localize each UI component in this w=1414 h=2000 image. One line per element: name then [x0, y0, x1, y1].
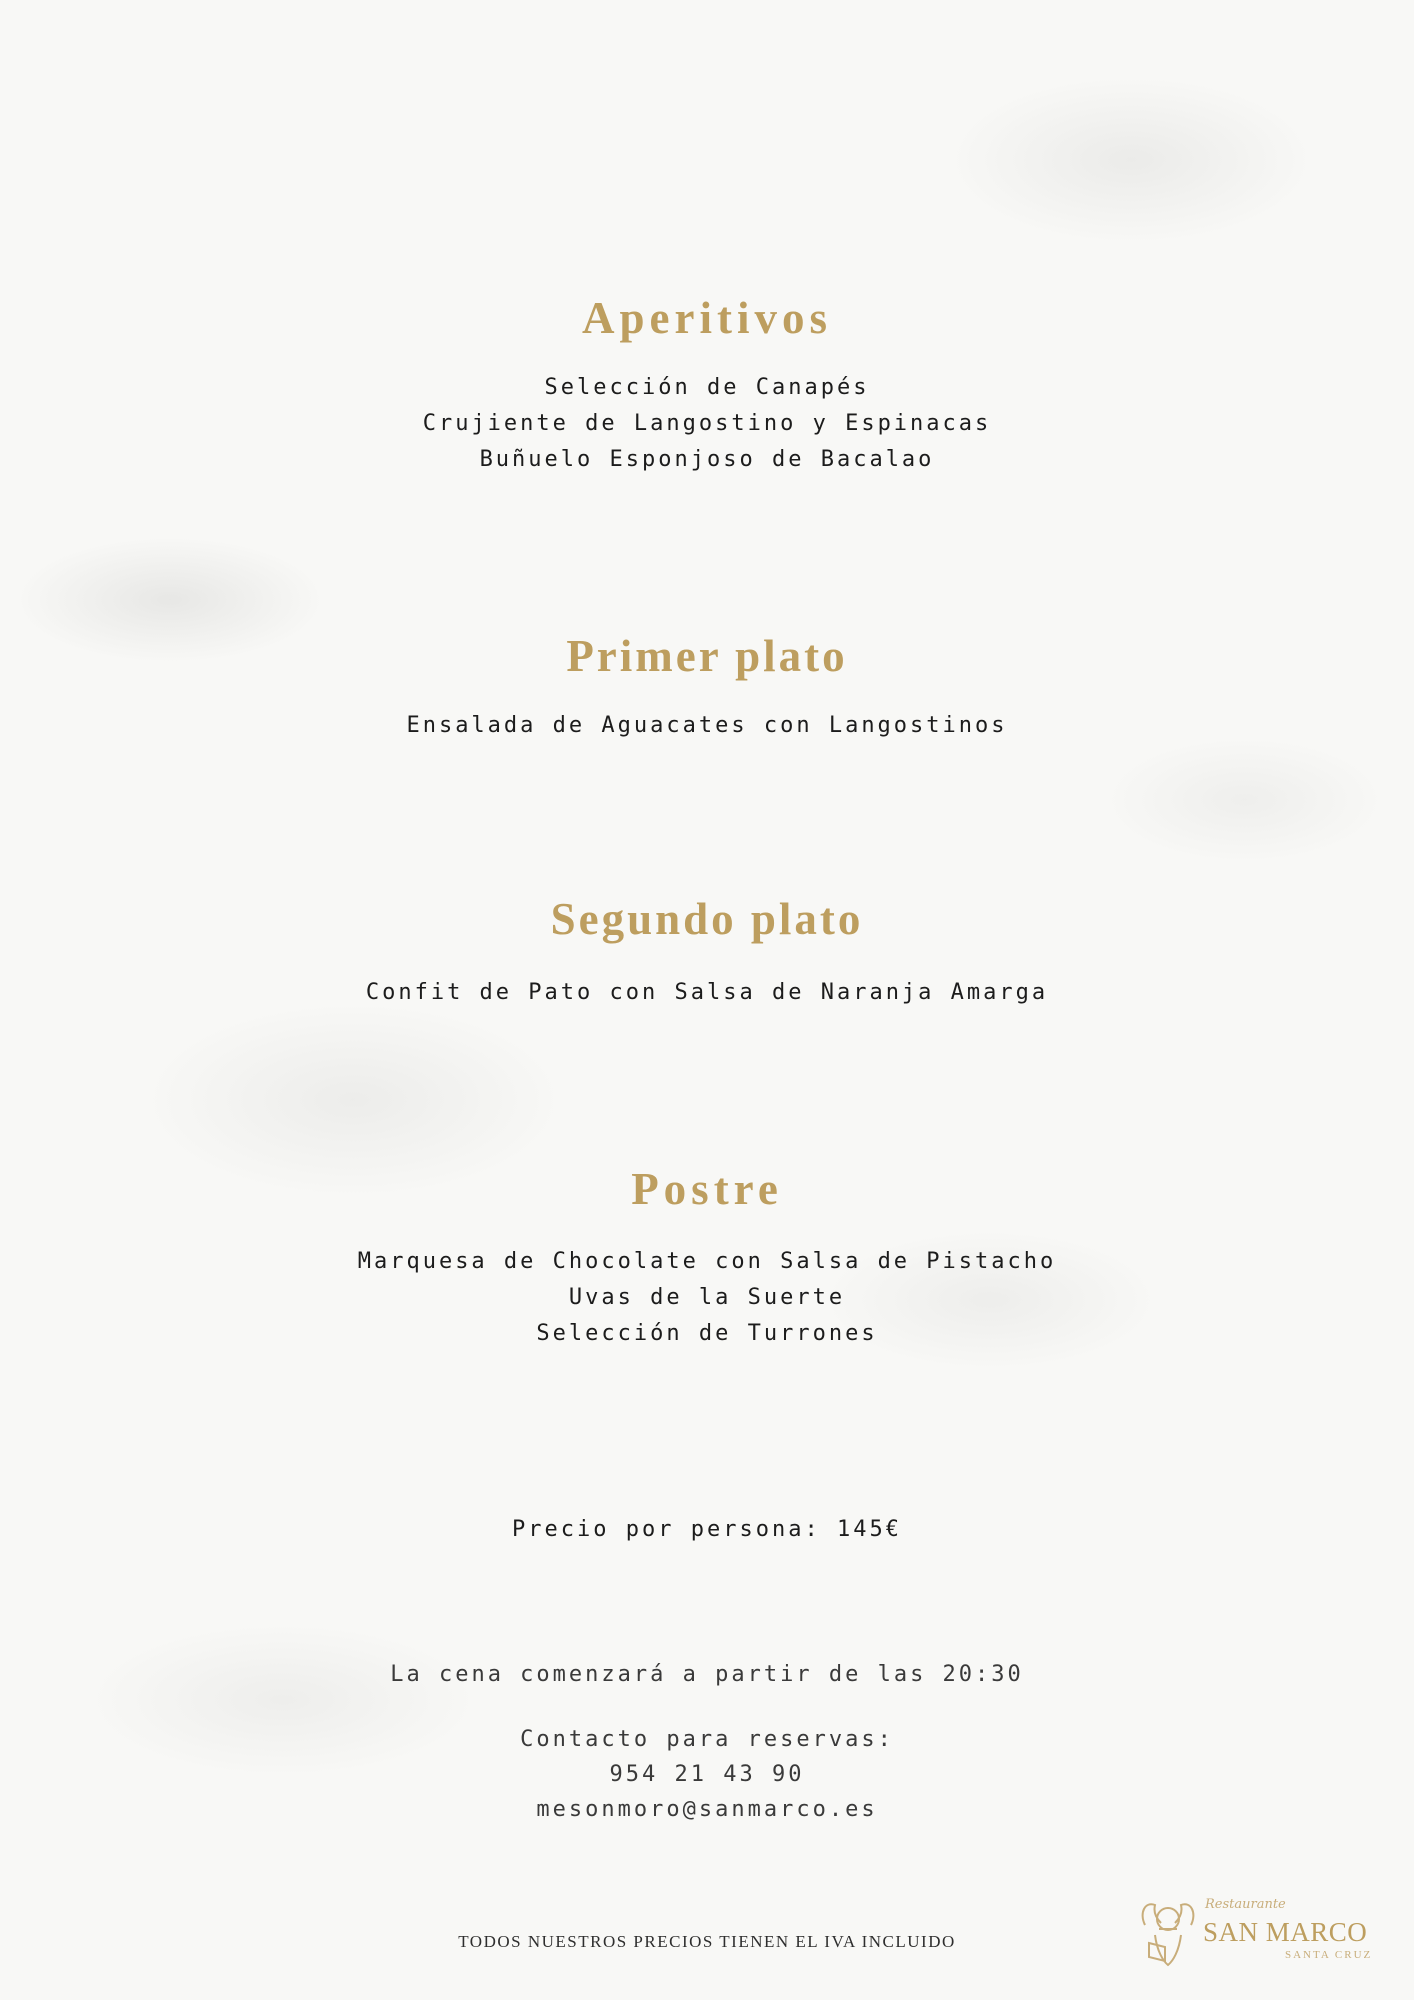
section-title-aperitivos: Aperitivos — [582, 293, 832, 343]
contact-phone: 954 21 43 90 — [609, 1762, 805, 1787]
menu-item: Buñuelo Esponjoso de Bacalao — [479, 447, 935, 472]
contact-label: Contacto para reservas: — [520, 1727, 894, 1752]
menu-item: Selección de Turrones — [536, 1321, 878, 1346]
menu-item: Crujiente de Langostino y Espinacas — [422, 411, 992, 436]
lion-emblem-icon — [1135, 1895, 1201, 1970]
section-title-postre: Postre — [631, 1164, 783, 1214]
section-items-postre — [0, 1244, 1414, 1352]
logo-script-text: Restaurante — [1205, 1897, 1286, 1912]
section-items-primer-plato — [0, 708, 1414, 744]
contact-email: mesonmoro@sanmarco.es — [536, 1797, 878, 1822]
menu-item: Selección de Canapés — [544, 375, 870, 400]
menu-item: Ensalada de Aguacates con Langostinos — [406, 713, 1008, 738]
section-title-segundo-plato: Segundo plato — [550, 894, 864, 944]
menu-item: Marquesa de Chocolate con Salsa de Pistacho — [357, 1249, 1057, 1274]
section-items-aperitivos — [0, 370, 1414, 478]
menu-item: Uvas de la Suerte — [568, 1285, 846, 1310]
logo-name-text: SAN MARCO — [1203, 1917, 1368, 1947]
tax-notice: TODOS NUESTROS PRECIOS TIENEN EL IVA INCLUIDO — [458, 1932, 956, 1951]
menu-item: Confit de Pato con Salsa de Naranja Amarga — [365, 980, 1049, 1005]
restaurant-logo — [1135, 1895, 1375, 1970]
logo-sub-text: SANTA CRUZ — [1285, 1949, 1373, 1961]
section-items-segundo-plato — [0, 975, 1414, 1011]
section-title-primer-plato: Primer plato — [566, 631, 848, 681]
contact-block — [0, 1722, 1414, 1827]
dinner-time: La cena comenzará a partir de las 20:30 — [390, 1662, 1024, 1687]
price-per-person: Precio por persona: 145€ — [512, 1517, 902, 1542]
